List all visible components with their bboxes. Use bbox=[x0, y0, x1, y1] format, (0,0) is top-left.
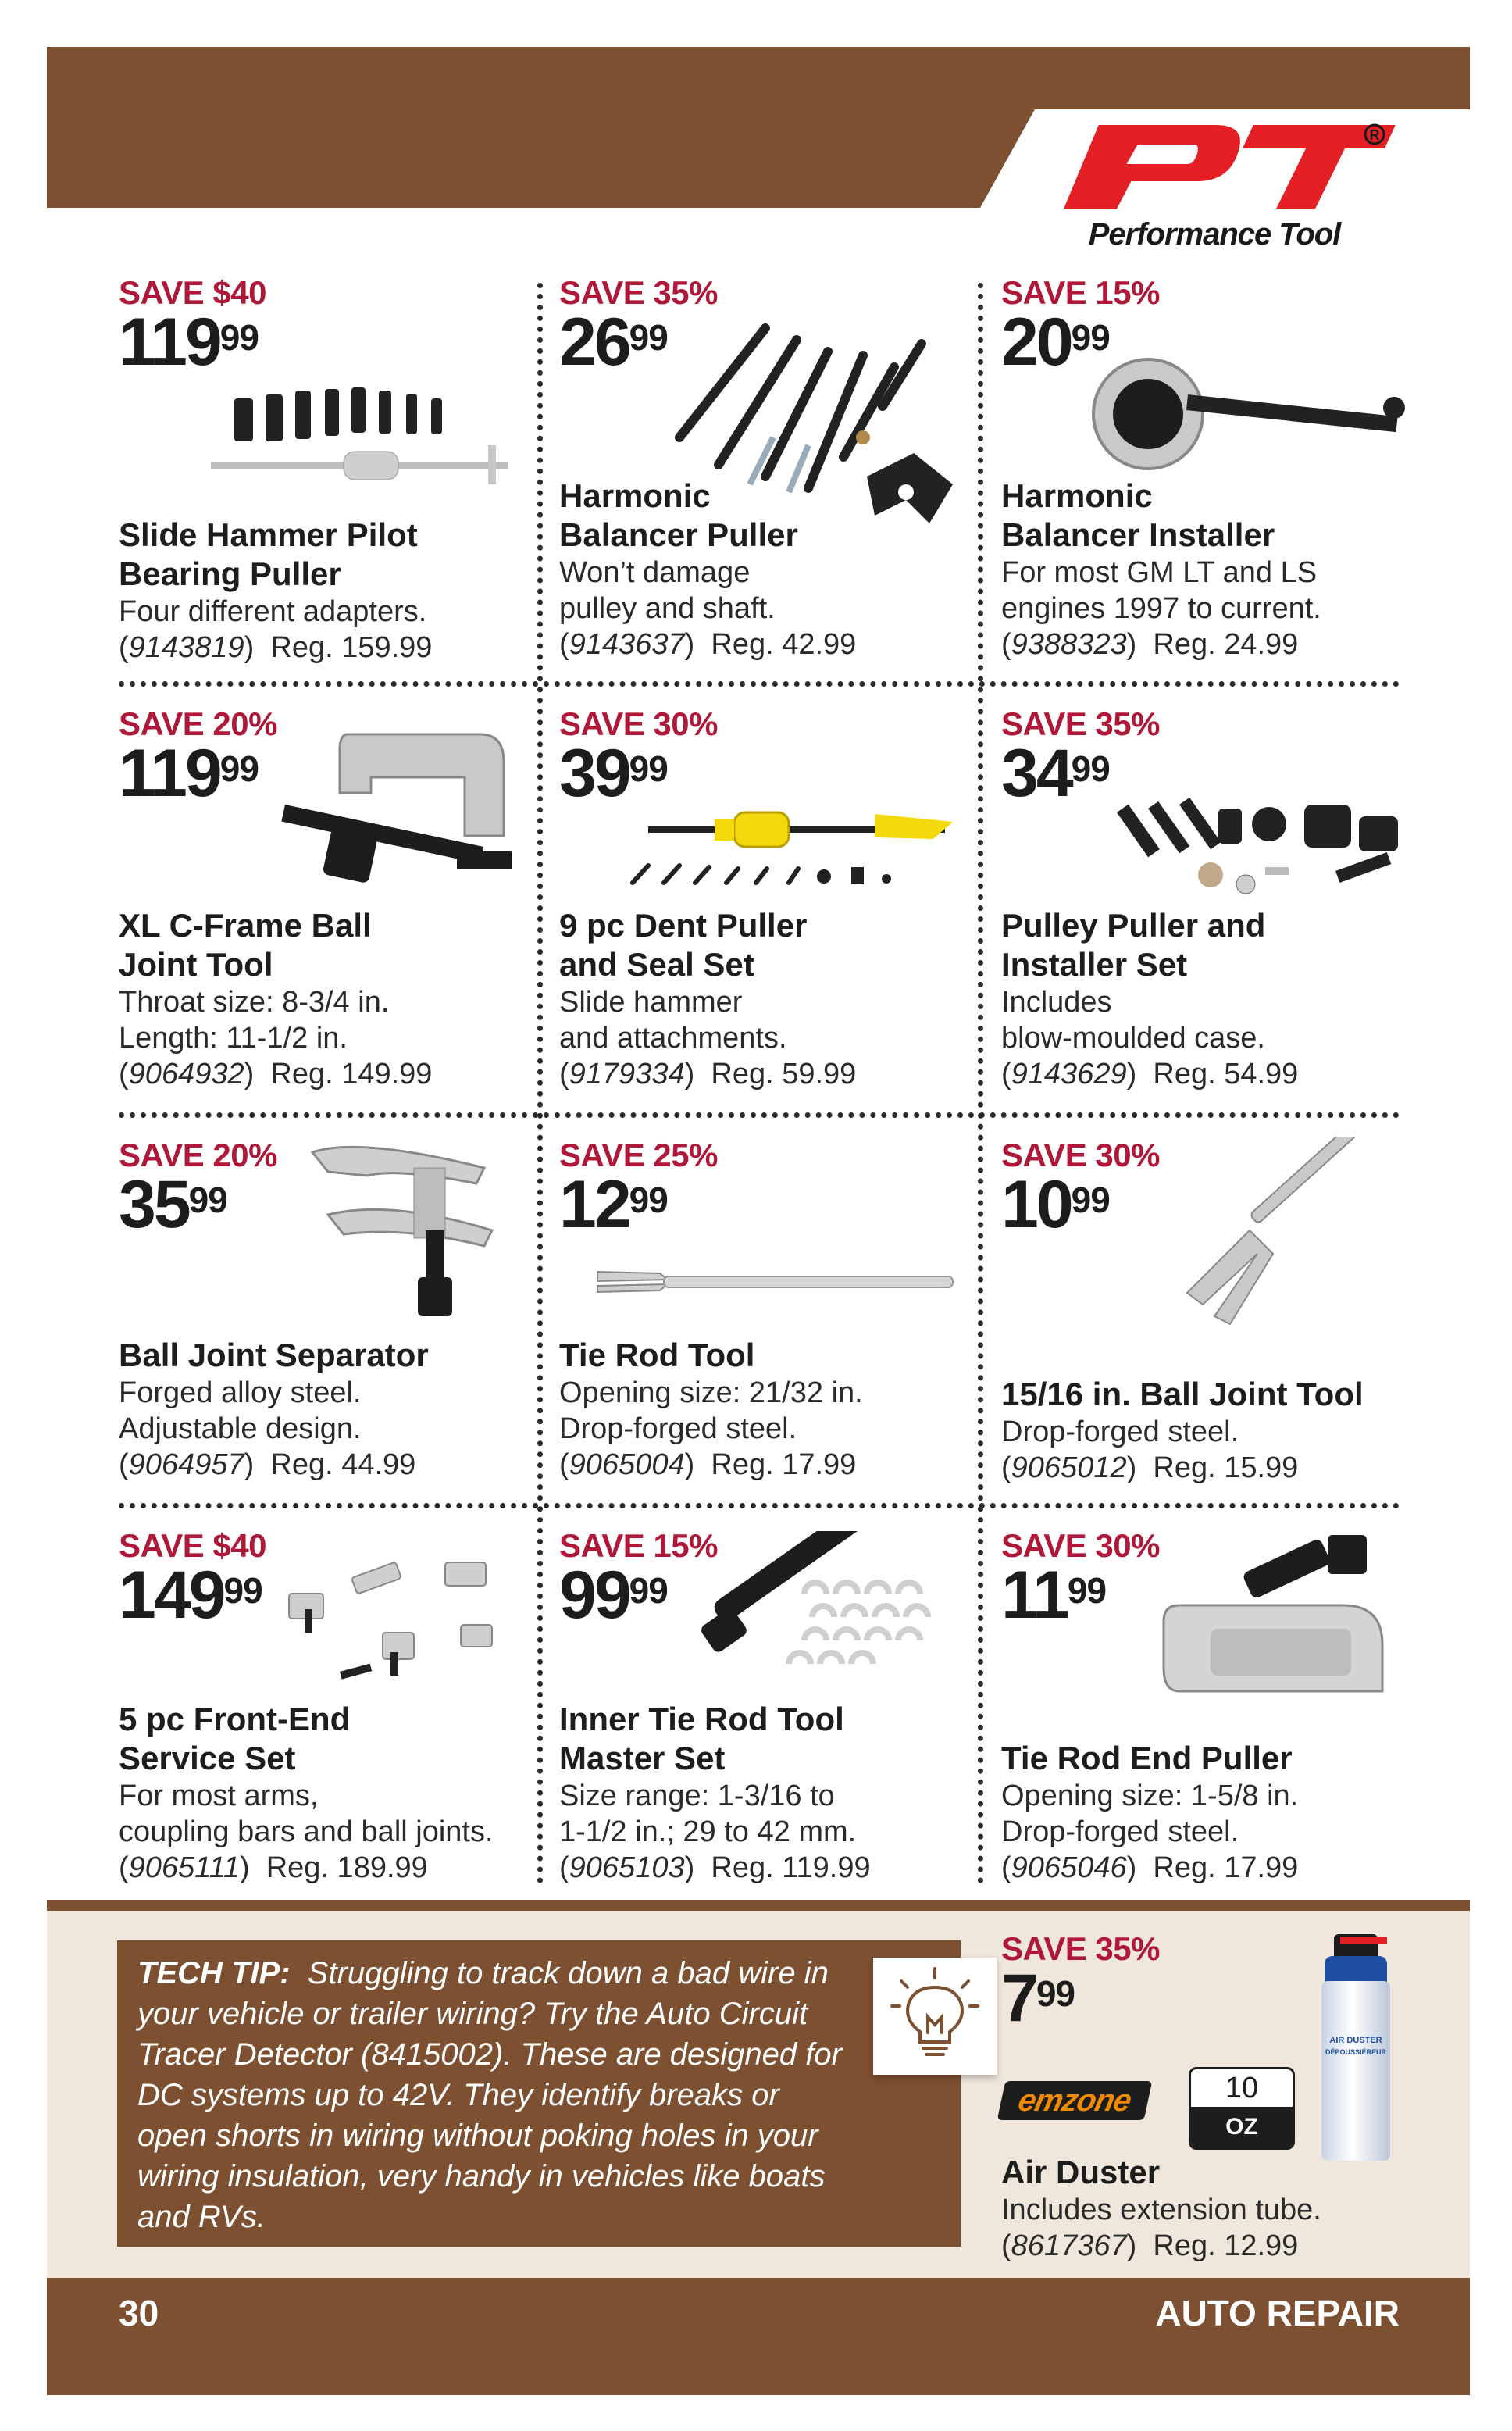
sale-price: 9999 bbox=[559, 1558, 668, 1633]
product-description: Four different adapters. bbox=[119, 595, 427, 628]
product-sku: (9388323) Reg. 24.99 bbox=[1001, 628, 1299, 661]
c-frame-tool-image bbox=[277, 719, 527, 883]
tech-tip-body: Struggling to track down a bad wire in your vehicle or trailer wiring? Try the Auto Circuit Tracer Detector (8415002). These are designed for DC systems up to 42V. They identify breaks or open shorts in wiring without poking holes in your wiring insulation, very handy in vehicles like boats and RVs. bbox=[137, 1956, 842, 2234]
slide-hammer-image bbox=[211, 367, 523, 500]
front-end-service-set-image bbox=[281, 1547, 515, 1687]
product-info bbox=[119, 516, 525, 666]
product-name: Ball Joint Separator bbox=[119, 1337, 429, 1373]
product-description: Drop-forged steel. bbox=[559, 1412, 797, 1445]
product-description: Forged alloy steel. bbox=[119, 1376, 362, 1409]
product-description: engines 1997 to current. bbox=[1001, 592, 1321, 625]
product-sku: (9143629) Reg. 54.99 bbox=[1001, 1058, 1299, 1091]
product-description: Includes extension tube. bbox=[1001, 2194, 1321, 2226]
product-description: Opening size: 21/32 in. bbox=[559, 1376, 863, 1409]
product-info bbox=[559, 477, 965, 662]
product-sku: (9065004) Reg. 17.99 bbox=[559, 1448, 857, 1481]
save-label: SAVE 30% bbox=[1001, 1527, 1160, 1564]
section-title: AUTO REPAIR bbox=[1155, 2293, 1400, 2333]
product-info bbox=[1001, 477, 1407, 662]
tie-rod-end-puller-image bbox=[1156, 1527, 1414, 1707]
product-name: 9 pc Dent Puller and Seal Set bbox=[559, 907, 808, 983]
product-description: coupling bars and ball joints. bbox=[119, 1815, 494, 1848]
emzone-logo: emzone bbox=[997, 2081, 1153, 2120]
product-name: 5 pc Front-End Service Set bbox=[119, 1701, 351, 1776]
product-description: For most arms, bbox=[119, 1780, 319, 1812]
save-label: SAVE 35% bbox=[1001, 705, 1160, 742]
product-sku: (9065012) Reg. 15.99 bbox=[1001, 1451, 1299, 1484]
sale-price: 14999 bbox=[119, 1558, 262, 1633]
sale-price: 3499 bbox=[1001, 736, 1110, 811]
product-description: Opening size: 1-5/8 in. bbox=[1001, 1780, 1299, 1812]
brand-tagline: Performance Tool bbox=[1088, 217, 1341, 252]
product-info bbox=[559, 1700, 965, 1886]
sale-price: 799 bbox=[1001, 1961, 1075, 2036]
inner-tie-rod-tool-image bbox=[695, 1531, 961, 1687]
product-description: Adjustable design. bbox=[119, 1412, 362, 1445]
product-name: 15/16 in. Ball Joint Tool bbox=[1001, 1376, 1364, 1412]
product-description: Throat size: 8-3/4 in. bbox=[119, 986, 390, 1019]
save-label: SAVE 35% bbox=[559, 274, 718, 311]
product-info bbox=[119, 906, 525, 1092]
save-label: SAVE 35% bbox=[1001, 1930, 1160, 1967]
product-info bbox=[1001, 906, 1407, 1092]
product-description: Slide hammer bbox=[559, 986, 743, 1019]
product-info bbox=[119, 1336, 525, 1483]
row-divider bbox=[119, 1503, 1400, 1508]
tie-rod-tool-image bbox=[590, 1258, 965, 1305]
product-name: Tie Rod Tool bbox=[559, 1337, 755, 1373]
save-label: SAVE 25% bbox=[559, 1137, 718, 1173]
product-info bbox=[1001, 2153, 1407, 2264]
sale-price: 11999 bbox=[119, 736, 259, 811]
product-description: Drop-forged steel. bbox=[1001, 1815, 1239, 1848]
sale-price: 3599 bbox=[119, 1167, 227, 1242]
save-label: SAVE $40 bbox=[119, 274, 266, 311]
product-sku: (9143637) Reg. 42.99 bbox=[559, 628, 857, 661]
sale-price: 2099 bbox=[1001, 305, 1110, 380]
tech-tip-text bbox=[137, 1953, 856, 2237]
product-sku: (9065046) Reg. 17.99 bbox=[1001, 1851, 1299, 1884]
product-info bbox=[559, 1336, 965, 1483]
save-label: SAVE 30% bbox=[1001, 1137, 1160, 1173]
tech-tip-band bbox=[47, 1900, 1470, 1911]
sale-price: 1199 bbox=[1001, 1558, 1107, 1633]
sale-price: 1299 bbox=[559, 1167, 668, 1242]
tech-tip-label: TECH TIP: bbox=[137, 1956, 291, 1990]
sale-price: 3999 bbox=[559, 736, 668, 811]
product-sku: (9064957) Reg. 44.99 bbox=[119, 1448, 416, 1481]
product-name: Air Duster bbox=[1001, 2154, 1161, 2190]
save-label: SAVE 15% bbox=[1001, 274, 1160, 311]
air-duster-can-image: AIR DUSTER DÉPOUSSIÉREUR bbox=[1317, 1934, 1395, 2169]
product-sku: (9065111) Reg. 189.99 bbox=[119, 1851, 428, 1884]
product-name: Pulley Puller and Installer Set bbox=[1001, 907, 1266, 983]
column-divider bbox=[978, 283, 983, 1884]
save-label: SAVE 20% bbox=[119, 705, 277, 742]
product-card[interactable] bbox=[559, 1137, 965, 1255]
product-info bbox=[119, 1700, 525, 1886]
save-label: SAVE 30% bbox=[559, 705, 718, 742]
product-sku: (9064932) Reg. 149.99 bbox=[119, 1058, 433, 1091]
dent-puller-image bbox=[625, 805, 961, 891]
product-description: Won’t damage bbox=[559, 556, 751, 589]
product-info bbox=[559, 906, 965, 1092]
product-name: Slide Hammer Pilot Bearing Puller bbox=[119, 516, 418, 592]
product-description: For most GM LT and LS bbox=[1001, 556, 1318, 589]
product-sku: (8617367) Reg. 12.99 bbox=[1001, 2229, 1299, 2262]
product-description: blow-moulded case. bbox=[1001, 1022, 1265, 1055]
size-badge: 10 OZ bbox=[1189, 2067, 1295, 2150]
product-description: Length: 11-1/2 in. bbox=[119, 1022, 348, 1055]
product-description: and attachments. bbox=[559, 1022, 787, 1055]
product-info bbox=[1001, 1739, 1407, 1886]
product-description: pulley and shaft. bbox=[559, 592, 776, 625]
product-description: Size range: 1-3/16 to bbox=[559, 1780, 835, 1812]
product-description: 1-1/2 in.; 29 to 42 mm. bbox=[559, 1815, 857, 1848]
row-divider bbox=[119, 681, 1400, 687]
harmonic-balancer-installer-image bbox=[1078, 352, 1406, 477]
product-description: Includes bbox=[1001, 986, 1112, 1019]
product-name: Inner Tie Rod Tool Master Set bbox=[559, 1701, 844, 1776]
save-label: SAVE 15% bbox=[559, 1527, 718, 1564]
product-name: Tie Rod End Puller bbox=[1001, 1740, 1293, 1776]
save-label: SAVE $40 bbox=[119, 1527, 266, 1564]
pt-logo bbox=[1054, 117, 1398, 219]
save-label: SAVE 20% bbox=[119, 1137, 277, 1173]
page-number: 30 bbox=[119, 2293, 159, 2333]
sale-price: 11999 bbox=[119, 305, 259, 380]
product-sku: (9143819) Reg. 159.99 bbox=[119, 631, 433, 664]
ball-joint-tool-image bbox=[1156, 1137, 1414, 1332]
sale-price: 1099 bbox=[1001, 1167, 1110, 1242]
pulley-puller-set-image bbox=[1109, 797, 1406, 906]
column-divider bbox=[537, 283, 543, 1884]
product-name: Harmonic Balancer Puller bbox=[559, 477, 798, 553]
product-info bbox=[1001, 1375, 1407, 1486]
product-sku: (9179334) Reg. 59.99 bbox=[559, 1058, 857, 1091]
svg-text:R: R bbox=[1369, 127, 1380, 143]
sale-price: 2699 bbox=[559, 305, 668, 380]
product-card[interactable] bbox=[1001, 1931, 1236, 2049]
lightbulb-icon bbox=[873, 1958, 997, 2075]
ball-joint-separator-image bbox=[297, 1137, 508, 1324]
product-name: XL C-Frame Ball Joint Tool bbox=[119, 907, 372, 983]
product-name: Harmonic Balancer Installer bbox=[1001, 477, 1275, 553]
product-sku: (9065103) Reg. 119.99 bbox=[559, 1851, 871, 1884]
product-description: Drop-forged steel. bbox=[1001, 1415, 1239, 1448]
row-divider bbox=[119, 1112, 1400, 1118]
